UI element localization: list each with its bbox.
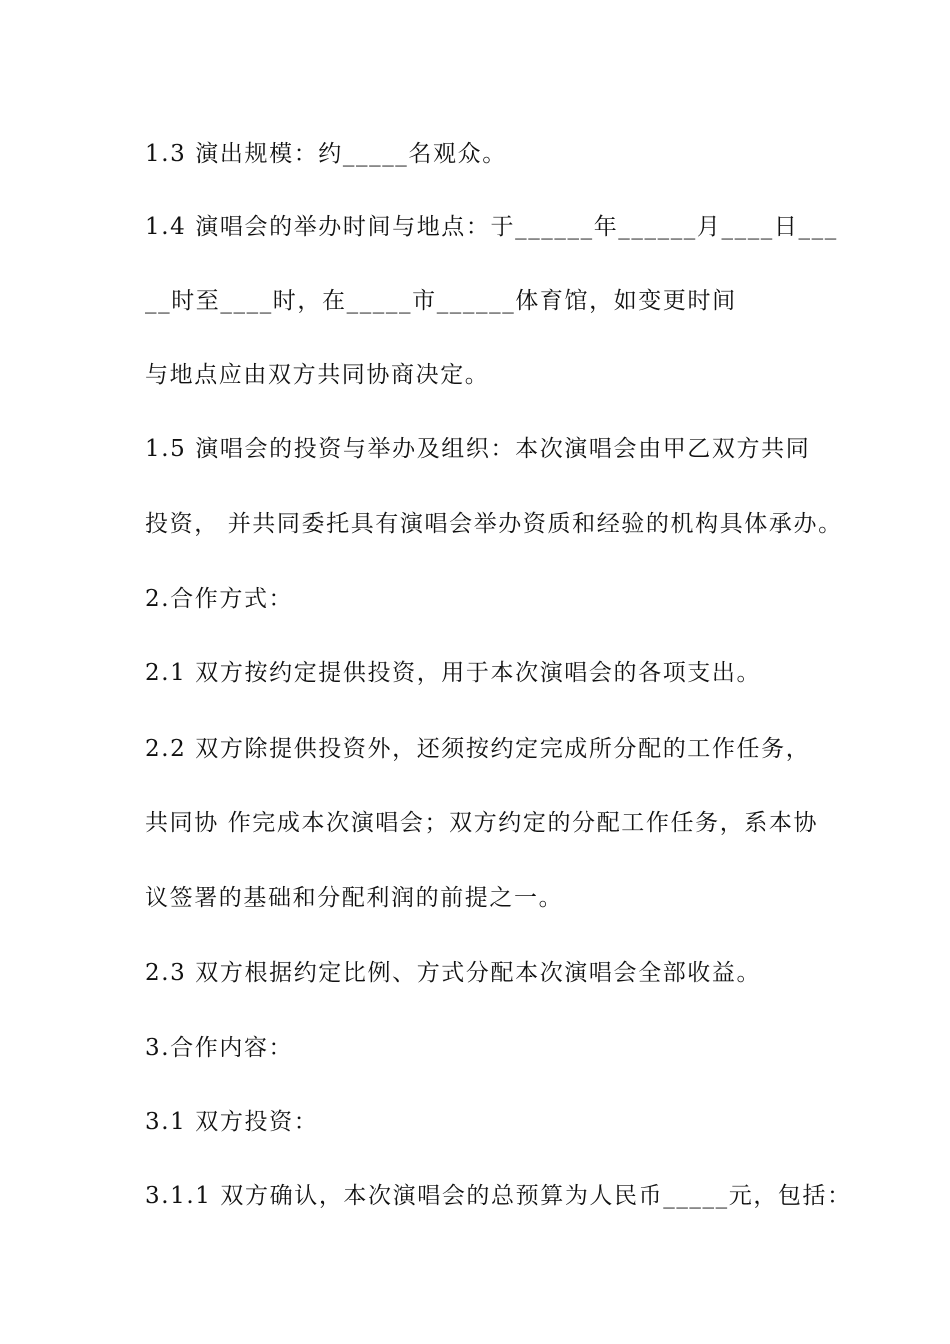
section-2-heading: 2.合作方式： bbox=[145, 586, 294, 612]
clause-1-4-line-3: 与地点应由双方共同协商决定。 bbox=[145, 362, 490, 388]
clause-2-2-line-2: 共同协 作完成本次演唱会；双方约定的分配工作任务，系本协 bbox=[145, 810, 819, 836]
clause-1-4-line-1: 1.4 演唱会的举办时间与地点：于______年______月____日___ bbox=[145, 214, 838, 240]
clause-2-2-line-1: 2.2 双方除提供投资外，还须按约定完成所分配的工作任务， bbox=[145, 736, 811, 762]
clause-3-1: 3.1 双方投资： bbox=[145, 1109, 319, 1135]
clause-2-3: 2.3 双方根据约定比例、方式分配本次演唱会全部收益。 bbox=[145, 960, 762, 986]
clause-1-5-line-1: 1.5 演唱会的投资与举办及组织：本次演唱会由甲乙双方共同 bbox=[145, 436, 811, 462]
clause-1-3: 1.3 演出规模：约_____名观众。 bbox=[145, 141, 507, 167]
clause-1-5-line-2: 投资， 并共同委托具有演唱会举办资质和经验的机构具体承办。 bbox=[145, 511, 843, 537]
clause-2-1: 2.1 双方按约定提供投资，用于本次演唱会的各项支出。 bbox=[145, 660, 762, 686]
clause-1-4-line-2: __时至____时，在_____市______体育馆，如变更时间 bbox=[145, 288, 737, 314]
clause-3-1-1: 3.1.1 双方确认，本次演唱会的总预算为人民币_____元，包括： bbox=[145, 1183, 852, 1209]
clause-2-2-line-3: 议签署的基础和分配利润的前提之一。 bbox=[145, 885, 564, 911]
section-3-heading: 3.合作内容： bbox=[145, 1035, 294, 1061]
